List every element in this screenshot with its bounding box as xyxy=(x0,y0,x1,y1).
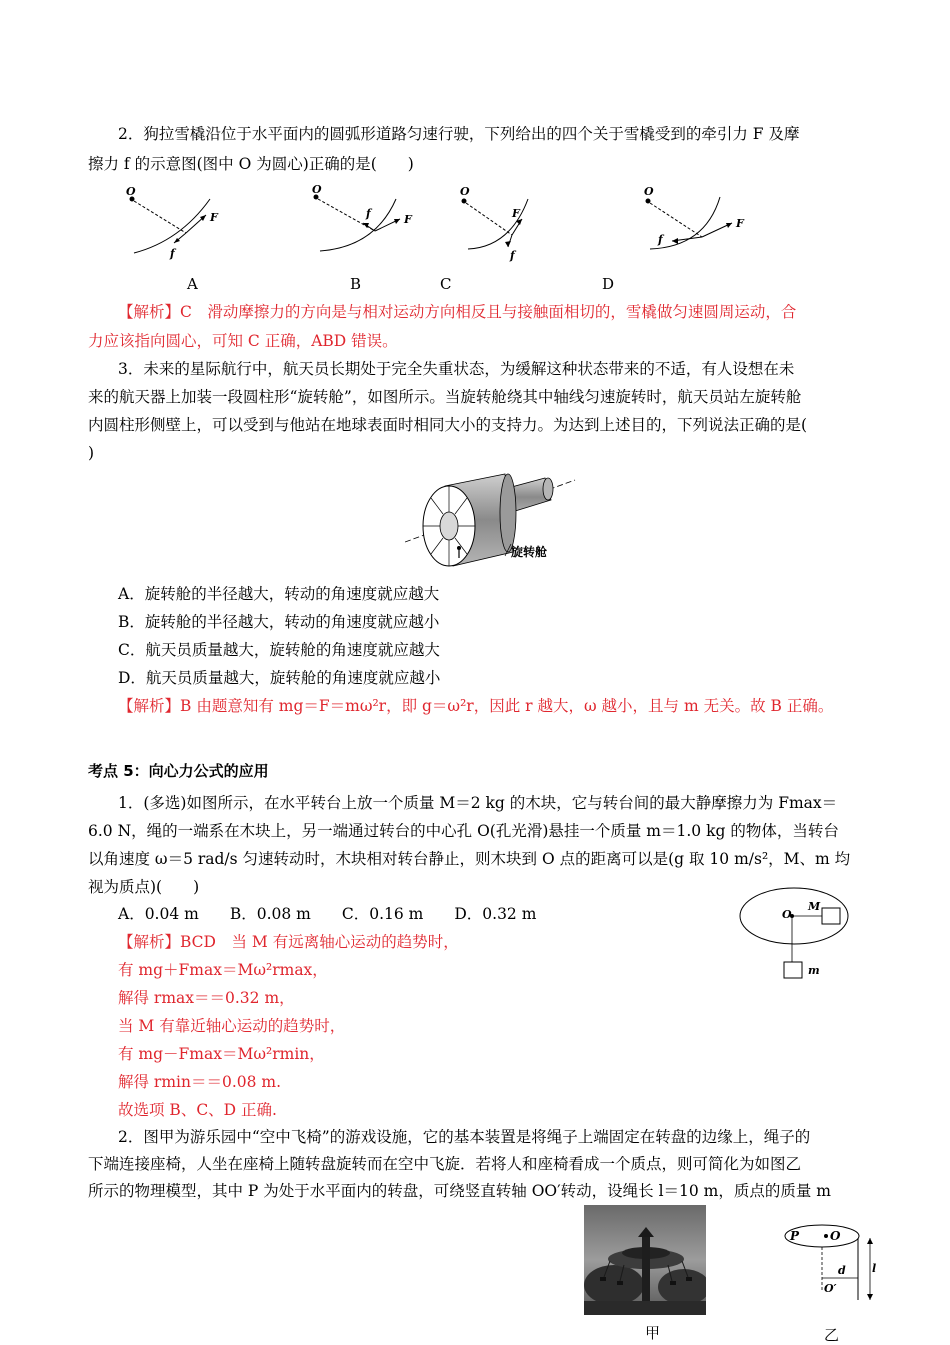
swing-model-diagram xyxy=(782,1222,882,1306)
q2-stem-line2: 擦力 f 的示意图(图中 O 为圆心)正确的是( ) xyxy=(88,155,414,173)
option-label-b: B xyxy=(350,275,362,293)
fig-c-f: f xyxy=(510,249,515,262)
q3-stem-line4: ) xyxy=(88,444,95,462)
s5q1-answer-line4: 当 M 有靠近轴心运动的趋势时， xyxy=(118,1017,346,1035)
fig-a-f: f xyxy=(170,247,175,260)
figure-d xyxy=(644,185,745,249)
q2-stem-line1: 2．狗拉雪橇沿位于水平面内的圆弧形道路匀速行驶，下列给出的四个关于雪橇受到的牵引力 F 及摩 xyxy=(118,125,800,143)
s5q1-options: A．0.04 m B．0.08 m C．0.16 m D．0.32 m xyxy=(118,905,537,923)
figure-b xyxy=(312,185,413,251)
figure-c xyxy=(460,185,528,262)
diagram-d: d xyxy=(838,1264,846,1277)
fig-b-F: F xyxy=(404,213,412,226)
fig-a-O: O xyxy=(126,185,136,198)
s5q1-stem-line3: 以角速度 ω＝5 rad/s 匀速转动时，木块相对转台静止，则木块到 O 点的距离可以是(g 取 10 m/s²，M、m 均 xyxy=(88,850,851,868)
s5q1-answer-line3: 解得 rmax＝＝0.32 m， xyxy=(118,989,295,1007)
s5q1-answer-line1: 【解析】BCD 当 M 有远离轴心运动的趋势时， xyxy=(118,933,459,951)
q3-option-d: D．航天员质量越大，旋转舱的角速度就应越小 xyxy=(118,669,441,687)
fig-d-F: F xyxy=(736,217,744,230)
q3-answer: 【解析】B 由题意知有 mg＝F＝mω²r，即 g＝ω²r，因此 r 越大，ω 越小，且与 m 无关。故 B 正确。 xyxy=(118,697,834,715)
swing-ride-photo xyxy=(584,1205,706,1315)
s5q1-answer-line2: 有 mg＋Fmax＝Mω²rmax， xyxy=(118,961,328,979)
s5q2-stem-line2: 下端连接座椅，人坐在座椅上随转盘旋转而在空中飞旋．若将人和座椅看成一个质点，则可简化为如图乙 xyxy=(88,1155,802,1173)
fig-c-F: F xyxy=(512,207,520,220)
option-label-c: C xyxy=(440,275,452,293)
section-heading: 考点 5：向心力公式的应用 xyxy=(88,762,269,780)
q2-answer-line2: 力应该指向圆心，可知 C 正确，ABD 错误。 xyxy=(88,332,398,350)
q2-figures xyxy=(120,185,780,265)
diagram-O-prime: O′ xyxy=(824,1282,837,1295)
q3-option-b: B．旋转舱的半径越大，转动的角速度就应越小 xyxy=(118,613,440,631)
diagram-O: O xyxy=(830,1229,841,1243)
s5q2-stem-line3: 所示的物理模型，其中 P 为处于水平面内的转盘，可绕竖直转轴 OO′转动，设绳长 l＝10 m，质点的质量 m xyxy=(88,1182,832,1200)
q3-stem-line1: 3．未来的星际航行中，航天员长期处于完全失重状态，为缓解这种状态带来的不适，有人设想在未 xyxy=(118,360,795,378)
figure-a xyxy=(126,185,219,260)
figure-label-jia: 甲 xyxy=(645,1324,661,1342)
option-label-a: A xyxy=(187,275,198,293)
figure-label-yi: 乙 xyxy=(824,1326,840,1344)
q2-answer-line1: 【解析】C 滑动摩擦力的方向是与相对运动方向相反且与接触面相切的，雪橇做匀速圆周运动，合 xyxy=(118,303,797,321)
q3-option-c: C．航天员质量越大，旋转舱的角速度就应越大 xyxy=(118,641,440,659)
rotating-cabin-label: 旋转舱 xyxy=(511,545,548,559)
fig-a-F: F xyxy=(210,211,218,224)
s5q1-answer-line7: 故选项 B、C、D 正确. xyxy=(118,1101,277,1119)
s5q1-answer-line6: 解得 rmin＝＝0.08 m. xyxy=(118,1073,282,1091)
s5q1-answer-line5: 有 mg－Fmax＝Mω²rmin， xyxy=(118,1045,325,1063)
turntable-M: M xyxy=(808,900,821,913)
turntable-O: O xyxy=(782,908,792,921)
q3-option-a: A．旋转舱的半径越大，转动的角速度就应越大 xyxy=(118,585,440,603)
q3-stem-line3: 内圆柱形侧壁上，可以受到与他站在地球表面时相同大小的支持力。为达到上述目的，下列说法正确的是( xyxy=(88,416,808,434)
diagram-l: l xyxy=(872,1262,877,1275)
q3-stem-line2: 来的航天器上加装一段圆柱形“旋转舱”，如图所示。当旋转舱绕其中轴线匀速旋转时，航天员站左旋转舱 xyxy=(88,388,802,406)
rotating-cabin-figure xyxy=(405,470,580,570)
s5q1-stem-line4: 视为质点)( ) xyxy=(88,878,200,896)
fig-d-f: f xyxy=(658,233,663,246)
fig-d-O: O xyxy=(644,185,654,198)
s5q2-stem-line1: 2．图甲为游乐园中“空中飞椅”的游戏设施，它的基本装置是将绳子上端固定在转盘的边缘上，绳子的 xyxy=(118,1128,811,1146)
s5q1-stem-line2: 6.0 N，绳的一端系在木块上，另一端通过转台的中心孔 O(孔光滑)悬挂一个质量 m＝1.0 kg 的物体，当转台 xyxy=(88,822,839,840)
fig-b-f: f xyxy=(366,207,371,220)
option-label-d: D xyxy=(602,275,615,293)
diagram-P: P xyxy=(790,1229,800,1243)
fig-c-O: O xyxy=(460,185,470,198)
fig-b-O: O xyxy=(312,185,322,196)
s5q1-stem-line1: 1．(多选)如图所示，在水平转台上放一个质量 M＝2 kg 的木块，它与转台间的最大静摩擦力为 Fmax＝ xyxy=(118,794,838,812)
turntable-m: m xyxy=(808,964,820,977)
